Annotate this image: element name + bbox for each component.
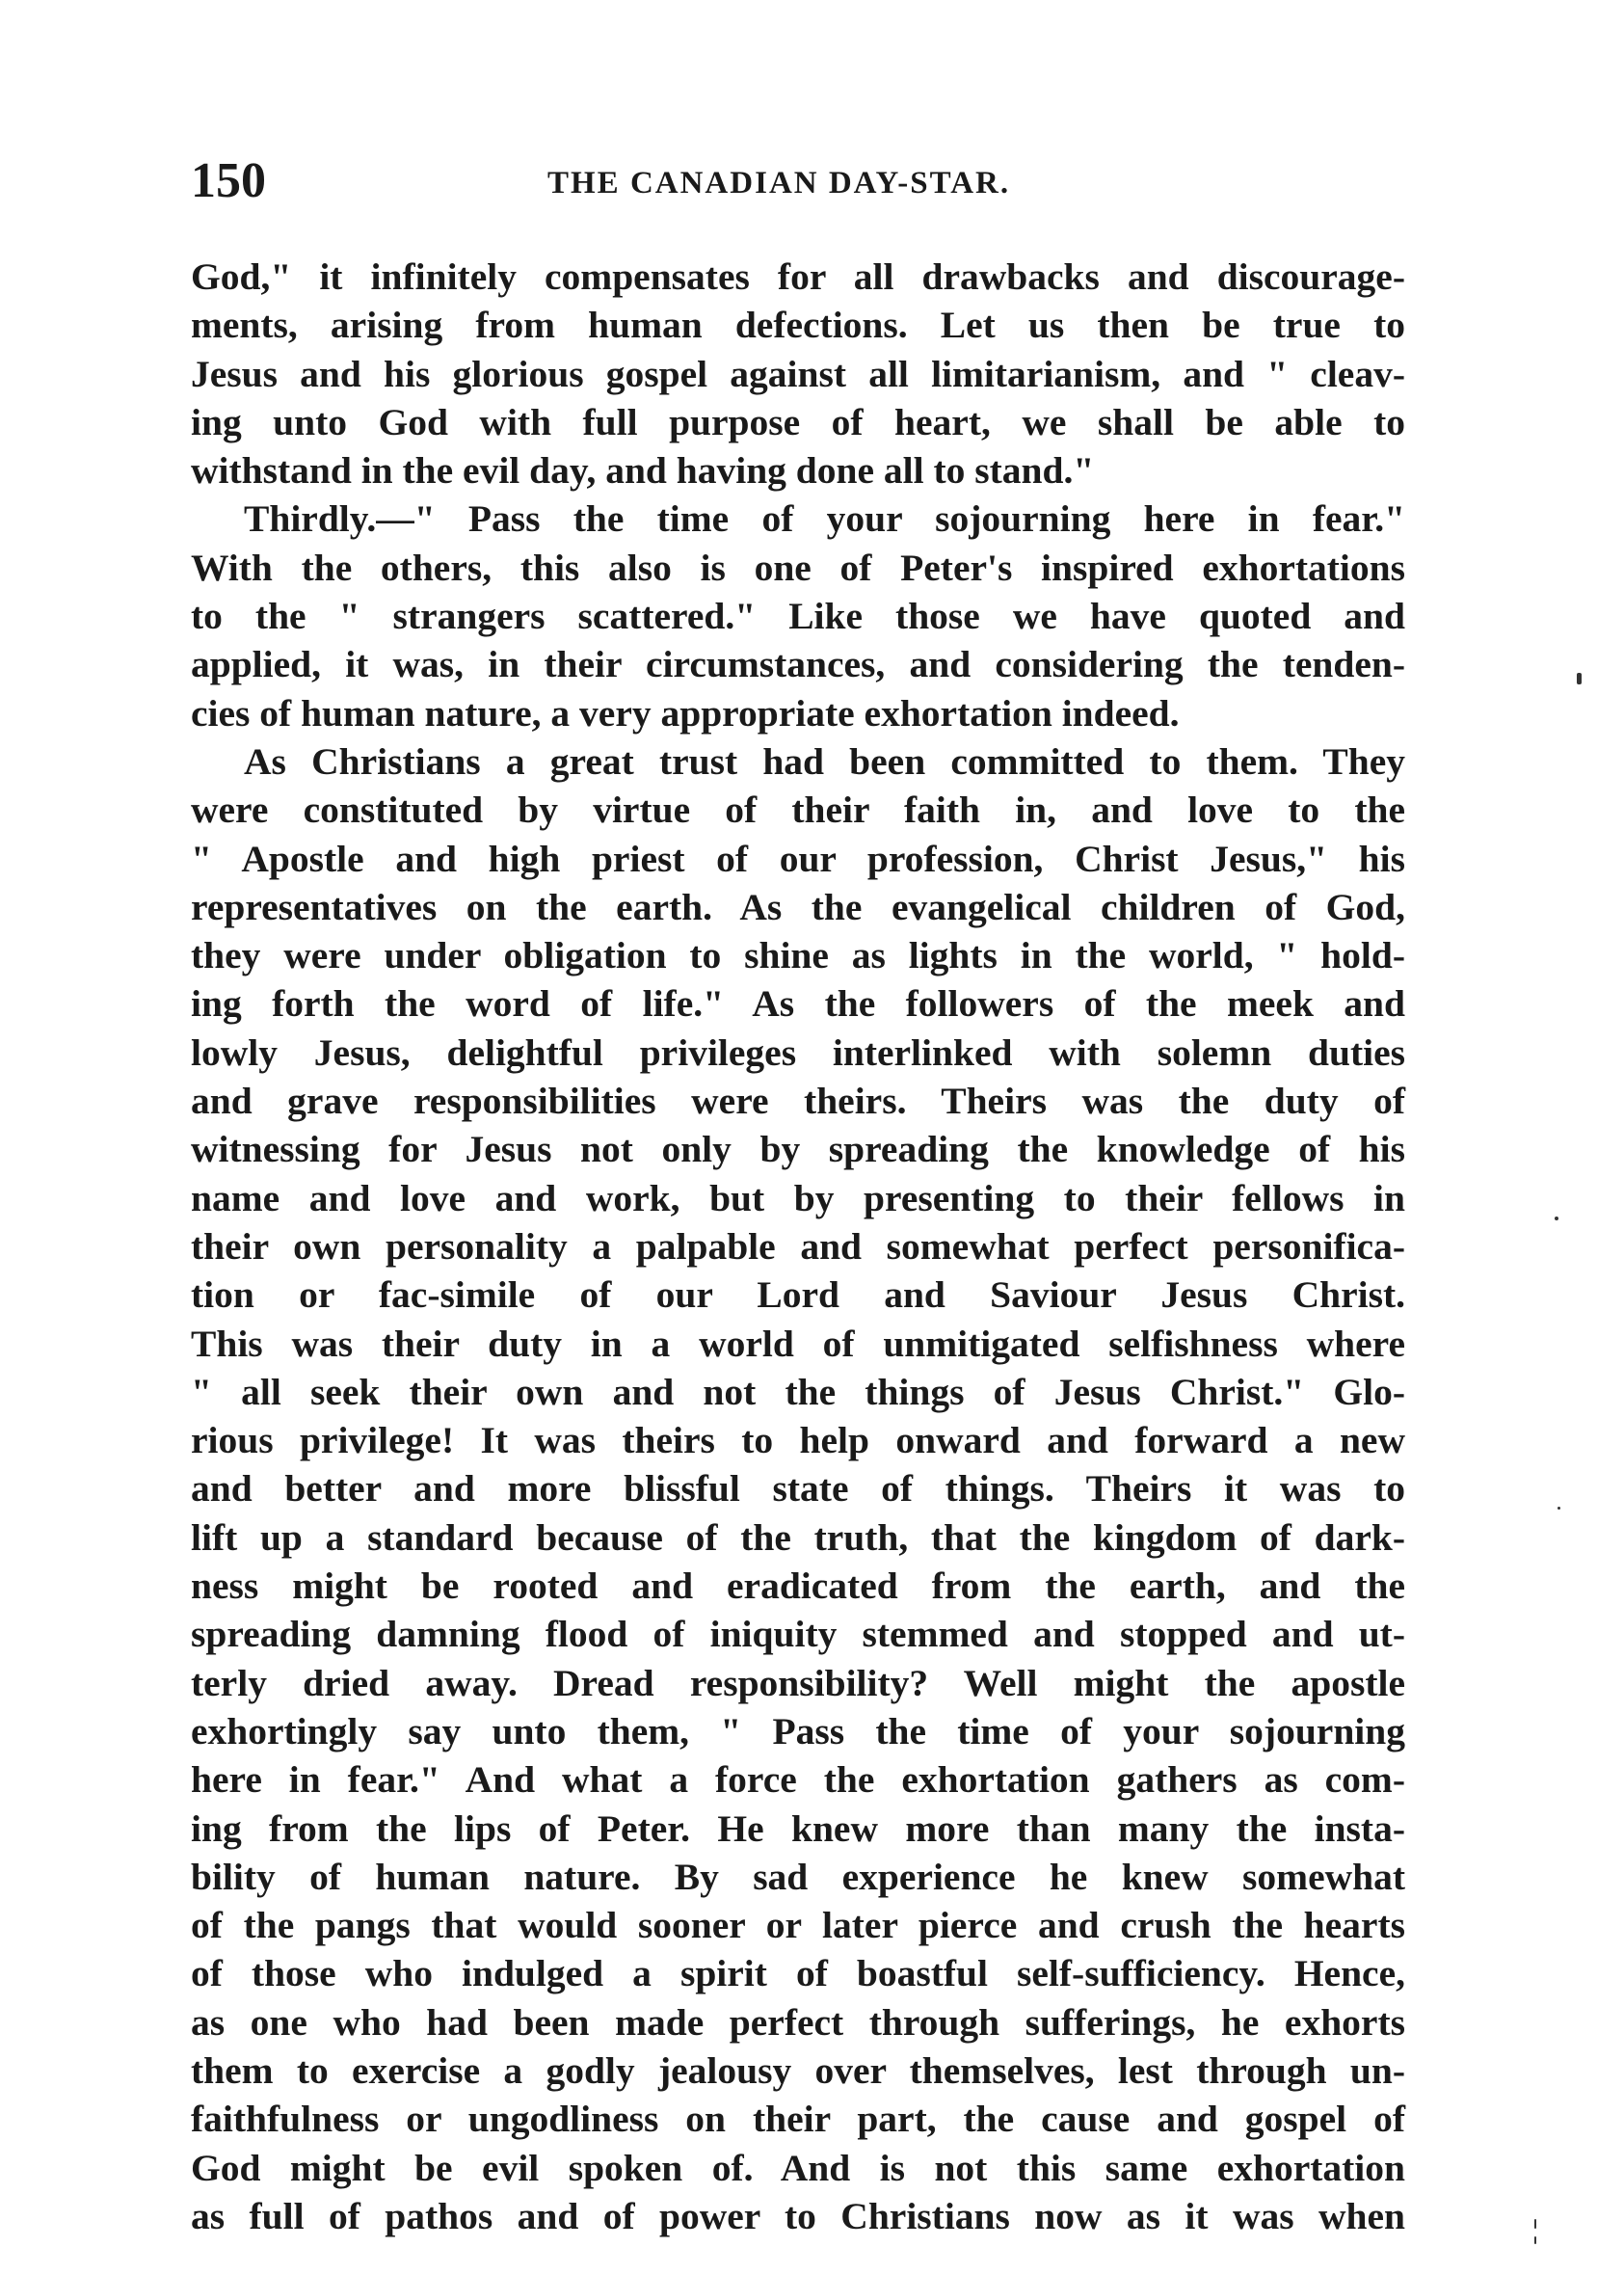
scan-speck (1557, 1507, 1560, 1510)
text-line: Thirdly.—" Pass the time of your sojourning here in fear." (244, 497, 1405, 541)
text-line: as full of pathos and of power to Christians now as it was when (191, 2194, 1405, 2237)
text-line: rious privilege! It was theirs to help onward and forward a new (191, 1419, 1405, 1462)
text-line: ing from the lips of Peter. He knew more than many the insta- (191, 1806, 1405, 1850)
text-line: With the others, this also is one of Peter's inspired exhortations (191, 546, 1405, 589)
text-line: faithfulness or ungodliness on their part, the cause and gospel of (191, 2098, 1405, 2141)
running-title: THE CANADIAN DAY-STAR. (547, 166, 1011, 201)
text-line: " Apostle and high priest of our profession, Christ Jesus," his (191, 837, 1405, 880)
text-line: ness might be rooted and eradicated from the earth, and the (191, 1565, 1405, 1608)
text-line: and better and more blissful state of things. Theirs it was to (191, 1467, 1405, 1511)
text-line: Jesus and his glorious gospel against all limitarianism, and " cleav- (191, 352, 1405, 395)
scan-speck (1534, 2236, 1536, 2244)
text-line: withstand in the evil day, and having done all to stand." (191, 449, 1095, 493)
text-line: of the pangs that would sooner or later pierce and crush the hearts (191, 1904, 1405, 1947)
page-number: 150 (191, 153, 266, 208)
text-line: representatives on the earth. As the evangelical children of God, (191, 885, 1405, 928)
text-line: were constituted by virtue of their faith in, and love to the (191, 789, 1405, 832)
scan-speck (1577, 673, 1582, 684)
text-line: terly dried away. Dread responsibility? Well might the apostle (191, 1661, 1405, 1704)
text-line: exhortingly say unto them, " Pass the time of your sojourning (191, 1709, 1405, 1752)
text-line: and grave responsibilities were theirs. Theirs was the duty of (191, 1080, 1405, 1123)
text-line: as one who had been made perfect through sufferings, he exhorts (191, 2000, 1405, 2044)
text-line: ing unto God with full purpose of heart, we shall be able to (191, 400, 1405, 443)
text-line: tion or fac-simile of our Lord and Saviour Jesus Christ. (191, 1273, 1405, 1317)
scan-speck (1534, 2219, 1536, 2229)
text-line: spreading damning flood of iniquity stemmed and stopped and ut- (191, 1613, 1405, 1656)
text-line: " all seek their own and not the things of Jesus Christ." Glo- (191, 1370, 1405, 1413)
text-line: here in fear." And what a force the exhortation gathers as com- (191, 1758, 1405, 1802)
text-line: cies of human nature, a very appropriate exhortation indeed. (191, 691, 1180, 735)
text-line: lowly Jesus, delightful privileges interlinked with solemn duties (191, 1030, 1405, 1074)
text-line: them to exercise a godly jealousy over themselves, lest through un- (191, 2048, 1405, 2092)
running-head (191, 152, 1405, 210)
text-line: they were under obligation to shine as lights in the world, " hold- (191, 934, 1405, 977)
text-line: lift up a standard because of the truth, that the kingdom of dark- (191, 1515, 1405, 1559)
text-line: to the " strangers scattered." Like those we have quoted and (191, 595, 1405, 638)
text-line: God might be evil spoken of. And is not this same exhortation (191, 2146, 1405, 2189)
text-line: ments, arising from human defections. Let us then be true to (191, 304, 1405, 347)
text-line: God," it infinitely compensates for all drawbacks and discourage- (191, 255, 1405, 298)
text-line: ing forth the word of life." As the followers of the meek and (191, 982, 1405, 1026)
text-line: applied, it was, in their circumstances, and considering the tenden- (191, 643, 1405, 686)
text-line: name and love and work, but by presenting to their fellows in (191, 1176, 1405, 1219)
text-line: of those who indulged a spirit of boastful self-sufficiency. Hence, (191, 1952, 1405, 1995)
text-line: their own personality a palpable and somewhat perfect personifica- (191, 1224, 1405, 1268)
scan-speck (1555, 1217, 1558, 1220)
text-line: bility of human nature. By sad experience he knew somewhat (191, 1855, 1405, 1898)
text-line: witnessing for Jesus not only by spreading the knowledge of his (191, 1128, 1405, 1171)
text-line: As Christians a great trust had been committed to them. They (244, 739, 1405, 783)
body-text (191, 253, 1405, 2240)
text-line: This was their duty in a world of unmitigated selfishness where (191, 1322, 1405, 1365)
